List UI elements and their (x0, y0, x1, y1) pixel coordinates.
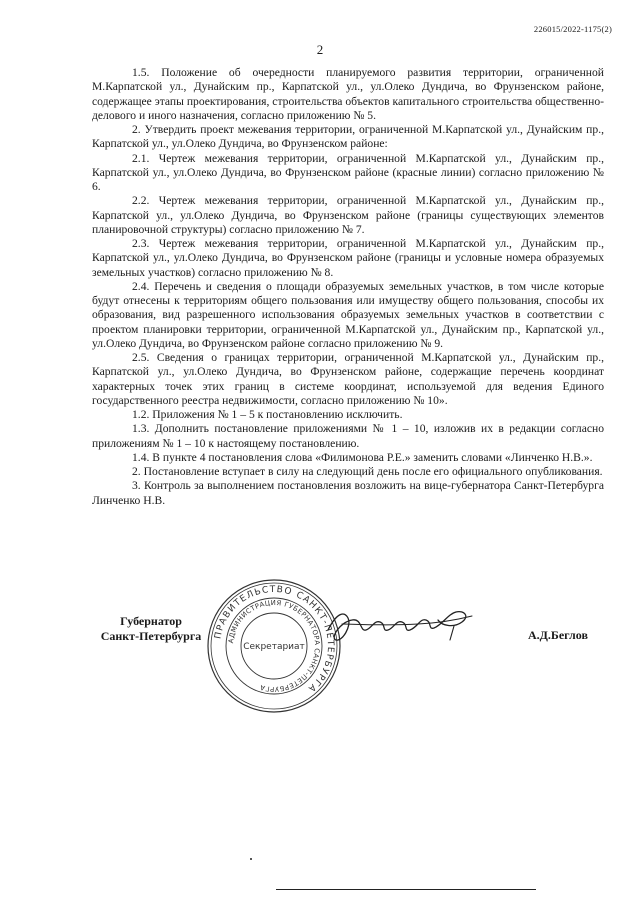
paragraph: 3. Контроль за выполнением постановления возложить на вице-губернатора Санкт-Петербурга Линченко Н.В. (92, 479, 604, 507)
handwritten-signature (322, 596, 482, 658)
paragraph: 1.5. Положение об очередности планируемого развития территории, ограниченной М.Карпатской ул., Дунайским пр., Карпатской ул., ул.Олеко Дундича, во Фрунзенском районе, содержащее этапы проектирования, строительства объектов капитального строительства общественно-делового и иного назначения, согласно приложению № 5. (92, 66, 604, 122)
page-number: 2 (316, 42, 324, 57)
seal-center-text: Секретариат (243, 642, 305, 652)
signatory-title (96, 614, 206, 644)
paragraph: 1.3. Дополнить постановление приложениями № 1 – 10, изложив их в редакции согласно приложениям № 1 – 10 к настоящему постановлению. (92, 422, 604, 450)
paragraph: 2.5. Сведения о границах территории, ограниченной М.Карпатской ул., Дунайским пр., Карпатской ул., ул.Олеко Дундича, во Фрунзенском районе, содержащие перечень координат характерных точек этих границ в системе координат, используемой для ведения Единого государственного реестра недвижимости, согласно приложению № 10». (92, 351, 604, 407)
stray-mark (250, 858, 252, 860)
paragraph: 2.3. Чертеж межевания территории, ограниченной М.Карпатской ул., Дунайским пр., Карпатской ул., ул.Олеко Дундича, во Фрунзенском районе (границы и условные номера образуемых земельных участков) согласно приложению № 8. (92, 237, 604, 279)
paragraph: 2.1. Чертеж межевания территории, ограниченной М.Карпатской ул., Дунайским пр., Карпатской ул., ул.Олеко Дундича, во Фрунзенском районе (красные линии) согласно приложению № 6. (92, 151, 604, 193)
document-number: 226015/2022-1175(2) (533, 24, 612, 34)
signatory-title-line: Санкт-Петербурга (100, 629, 202, 643)
document-body (92, 66, 604, 508)
footer-rule (276, 889, 536, 890)
seal-outer-text: ПРАВИТЕЛЬСТВО САНКТ-ПЕТЕРБУРГА (213, 584, 336, 694)
paragraph: 2. Утвердить проект межевания территории, ограниченной М.Карпатской ул., Дунайским пр., Карпатской ул., ул.Олеко Дундича, во Фрунзенском районе: (92, 123, 604, 151)
paragraph: 1.4. В пункте 4 постановления слова «Филимонова Р.Е.» заменить словами «Линченко Н.В.». (132, 450, 593, 464)
signatory-title-line: Губернатор (120, 614, 182, 628)
seal-inner-text: АДМИНИСТРАЦИЯ ГУБЕРНАТОРА САНКТ-ПЕТЕРБУРГА (227, 598, 322, 694)
paragraph: 2.4. Перечень и сведения о площади образуемых земельных участков, в том числе которые будут отнесены к территориям общего пользования или имуществу общего пользования, способы их образования, вид разрешенного использования образуемых земельных участков в соответствии с проектом планировки территории, ограниченной М.Карпатской ул., Дунайским пр., Карпатской ул., ул.Олеко Дундича, во Фрунзенском районе согласно приложению № 9. (92, 279, 604, 350)
paragraph: 1.2. Приложения № 1 – 5 к постановлению исключить. (132, 408, 403, 421)
paragraph: 2.2. Чертеж межевания территории, ограниченной М.Карпатской ул., Дунайским пр., Карпатской ул., ул.Олеко Дундича, во Фрунзенском районе (границы существующих элементов планировочной структуры) согласно приложению № 7. (92, 194, 604, 236)
signatory-name: А.Д.Беглов (528, 628, 588, 642)
paragraph: 2. Постановление вступает в силу на следующий день после его официального опубликования. (132, 465, 603, 478)
